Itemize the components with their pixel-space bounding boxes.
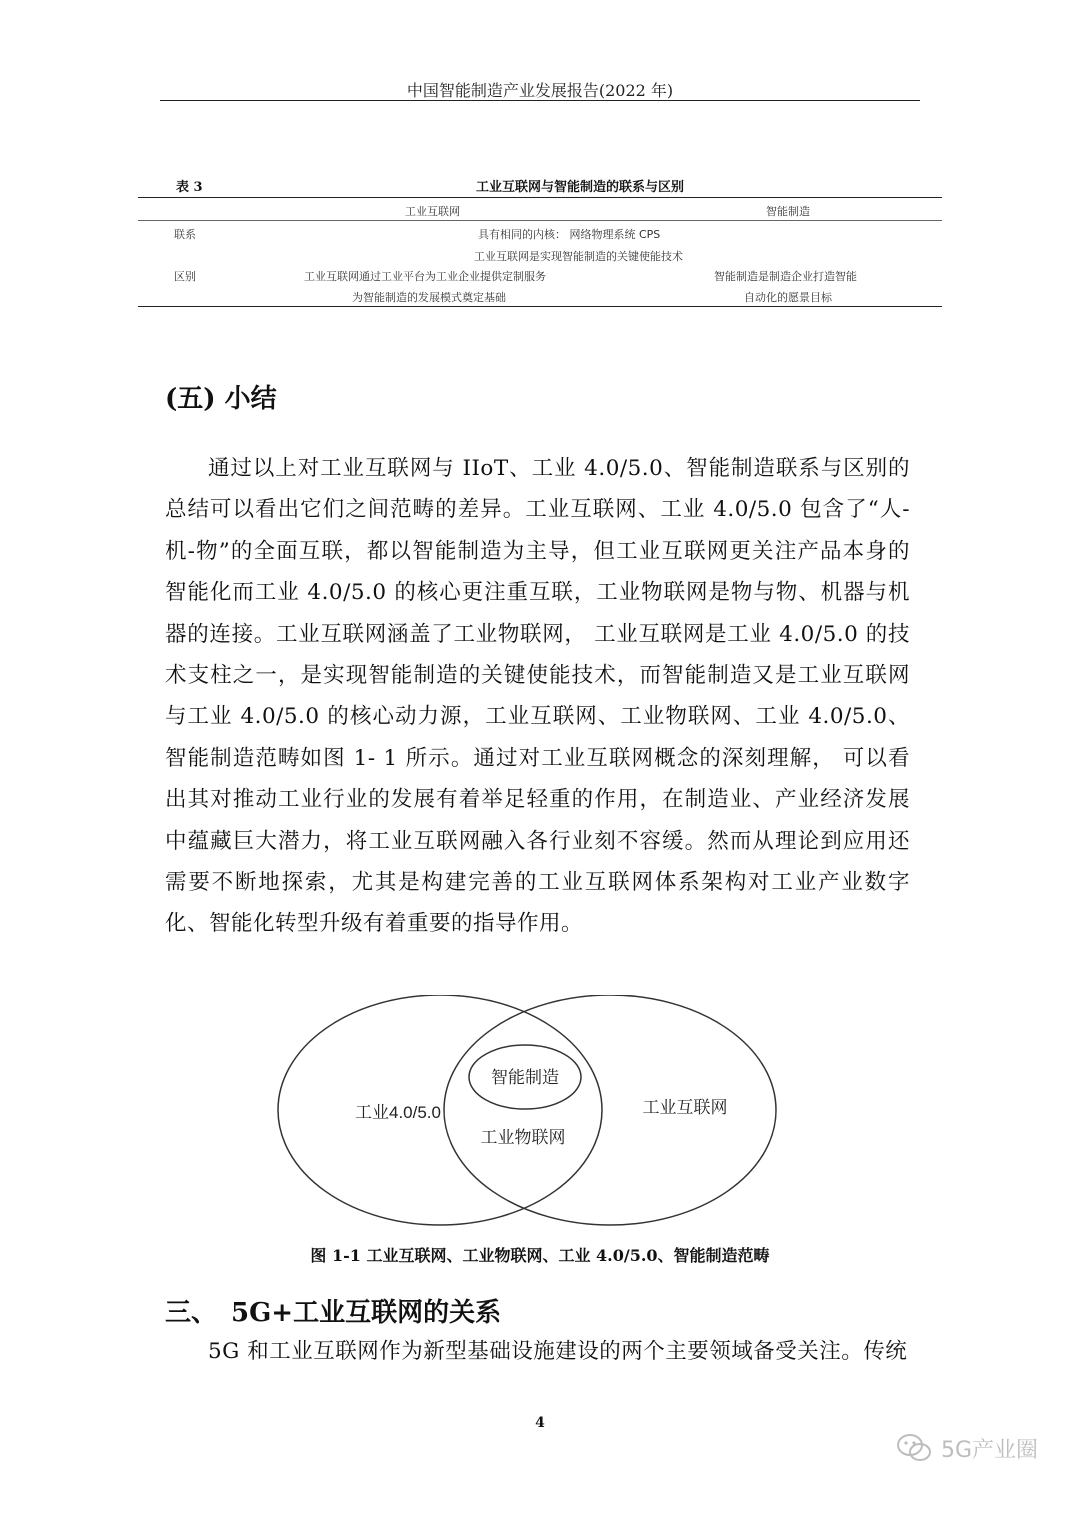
- watermark-text: 5G产业圈: [941, 1437, 1039, 1463]
- table-top-rule: [138, 197, 942, 198]
- wechat-icon: [895, 1432, 933, 1464]
- relation-line-2: 工业互联网是实现智能制造的关键使能技术: [474, 250, 683, 263]
- chapter-paragraph: 5G 和工业互联网作为新型基础设施建设的两个主要领域备受关注。传统: [208, 1339, 908, 1364]
- table-label: 表 3: [176, 180, 203, 195]
- table-header-iiot: 工业互联网: [405, 205, 460, 218]
- table-title: 工业互联网与智能制造的联系与区别: [475, 180, 684, 195]
- chapter-title: 5G+工业互联网的关系: [231, 1298, 502, 1328]
- section-heading: (五) 小结: [165, 384, 277, 414]
- table-bottom-rule: [138, 306, 942, 307]
- table-header-im: 智能制造: [766, 205, 810, 218]
- difference-im-line-2: 自动化的愿景目标: [744, 291, 832, 304]
- summary-paragraph: 通过以上对工业互联网与 IIoT、工业 4.0/5.0、智能制造联系与区别的总结可以看出它们之间范畴的差异。工业互联网、工业 4.0/5.0 包含了“人-机-物”的全面互联，都以智能制造为主导，但工业互联网更关注产品本身的智能化而工业 4.0/5.0 的核心更注重互联，工业物联网是物与物、机器与机器的连接。工业互联网涵盖了工业物联网， 工业互联网是工业 4.0/5.0 的技术支柱之一，是实现智能制造的关键使能技术，而智能制造又是工业互联网与工业 4.0/5.0 的核心动力源，工业互联网、工业物联网、工业 4.0/5.0、智能制造范畴如图 1- 1 所示。通过对工业互联网概念的深刻理解， 可以看出其对推动工业行业的发展有着举足轻重的作用，在制造业、产业经济发展中蕴藏巨大潜力，将工业互联网融入各行业刻不容缓。然而从理论到应用还需要不断地探索，尤其是构建完善的工业互联网体系架构对工业产业数字化、智能化转型升级有着重要的指导作用。: [165, 456, 910, 937]
- label-iiot: 工业物联网: [480, 1128, 566, 1147]
- venn-diagram: [275, 995, 785, 1235]
- difference-iiot-line-2: 为智能制造的发展模式奠定基础: [352, 291, 506, 304]
- difference-im-line-1: 智能制造是制造企业打造智能: [714, 270, 857, 283]
- watermark: [895, 1432, 1038, 1464]
- page-number: 4: [535, 1415, 545, 1431]
- table-header-rule: [138, 220, 942, 221]
- chapter-number: 三、: [165, 1298, 218, 1328]
- header-rule: [160, 100, 920, 101]
- chapter-heading: [165, 1292, 501, 1329]
- label-smart-manufacturing: 智能制造: [491, 1068, 559, 1087]
- row-label-relation: 联系: [174, 228, 196, 241]
- label-industry40: 工业4.0/5.0: [355, 1103, 441, 1122]
- relation-line-1: 具有相同的内核： 网络物理系统 CPS: [478, 228, 661, 241]
- label-industrial-internet: 工业互联网: [642, 1098, 728, 1117]
- running-header: 中国智能制造产业发展报告(2022 年): [406, 81, 674, 100]
- difference-iiot-line-1: 工业互联网通过工业平台为工业企业提供定制服务: [304, 270, 546, 283]
- row-label-difference: 区别: [174, 270, 196, 283]
- figure-caption: 图 1-1 工业互联网、工业物联网、工业 4.0/5.0、智能制造范畴: [310, 1246, 770, 1265]
